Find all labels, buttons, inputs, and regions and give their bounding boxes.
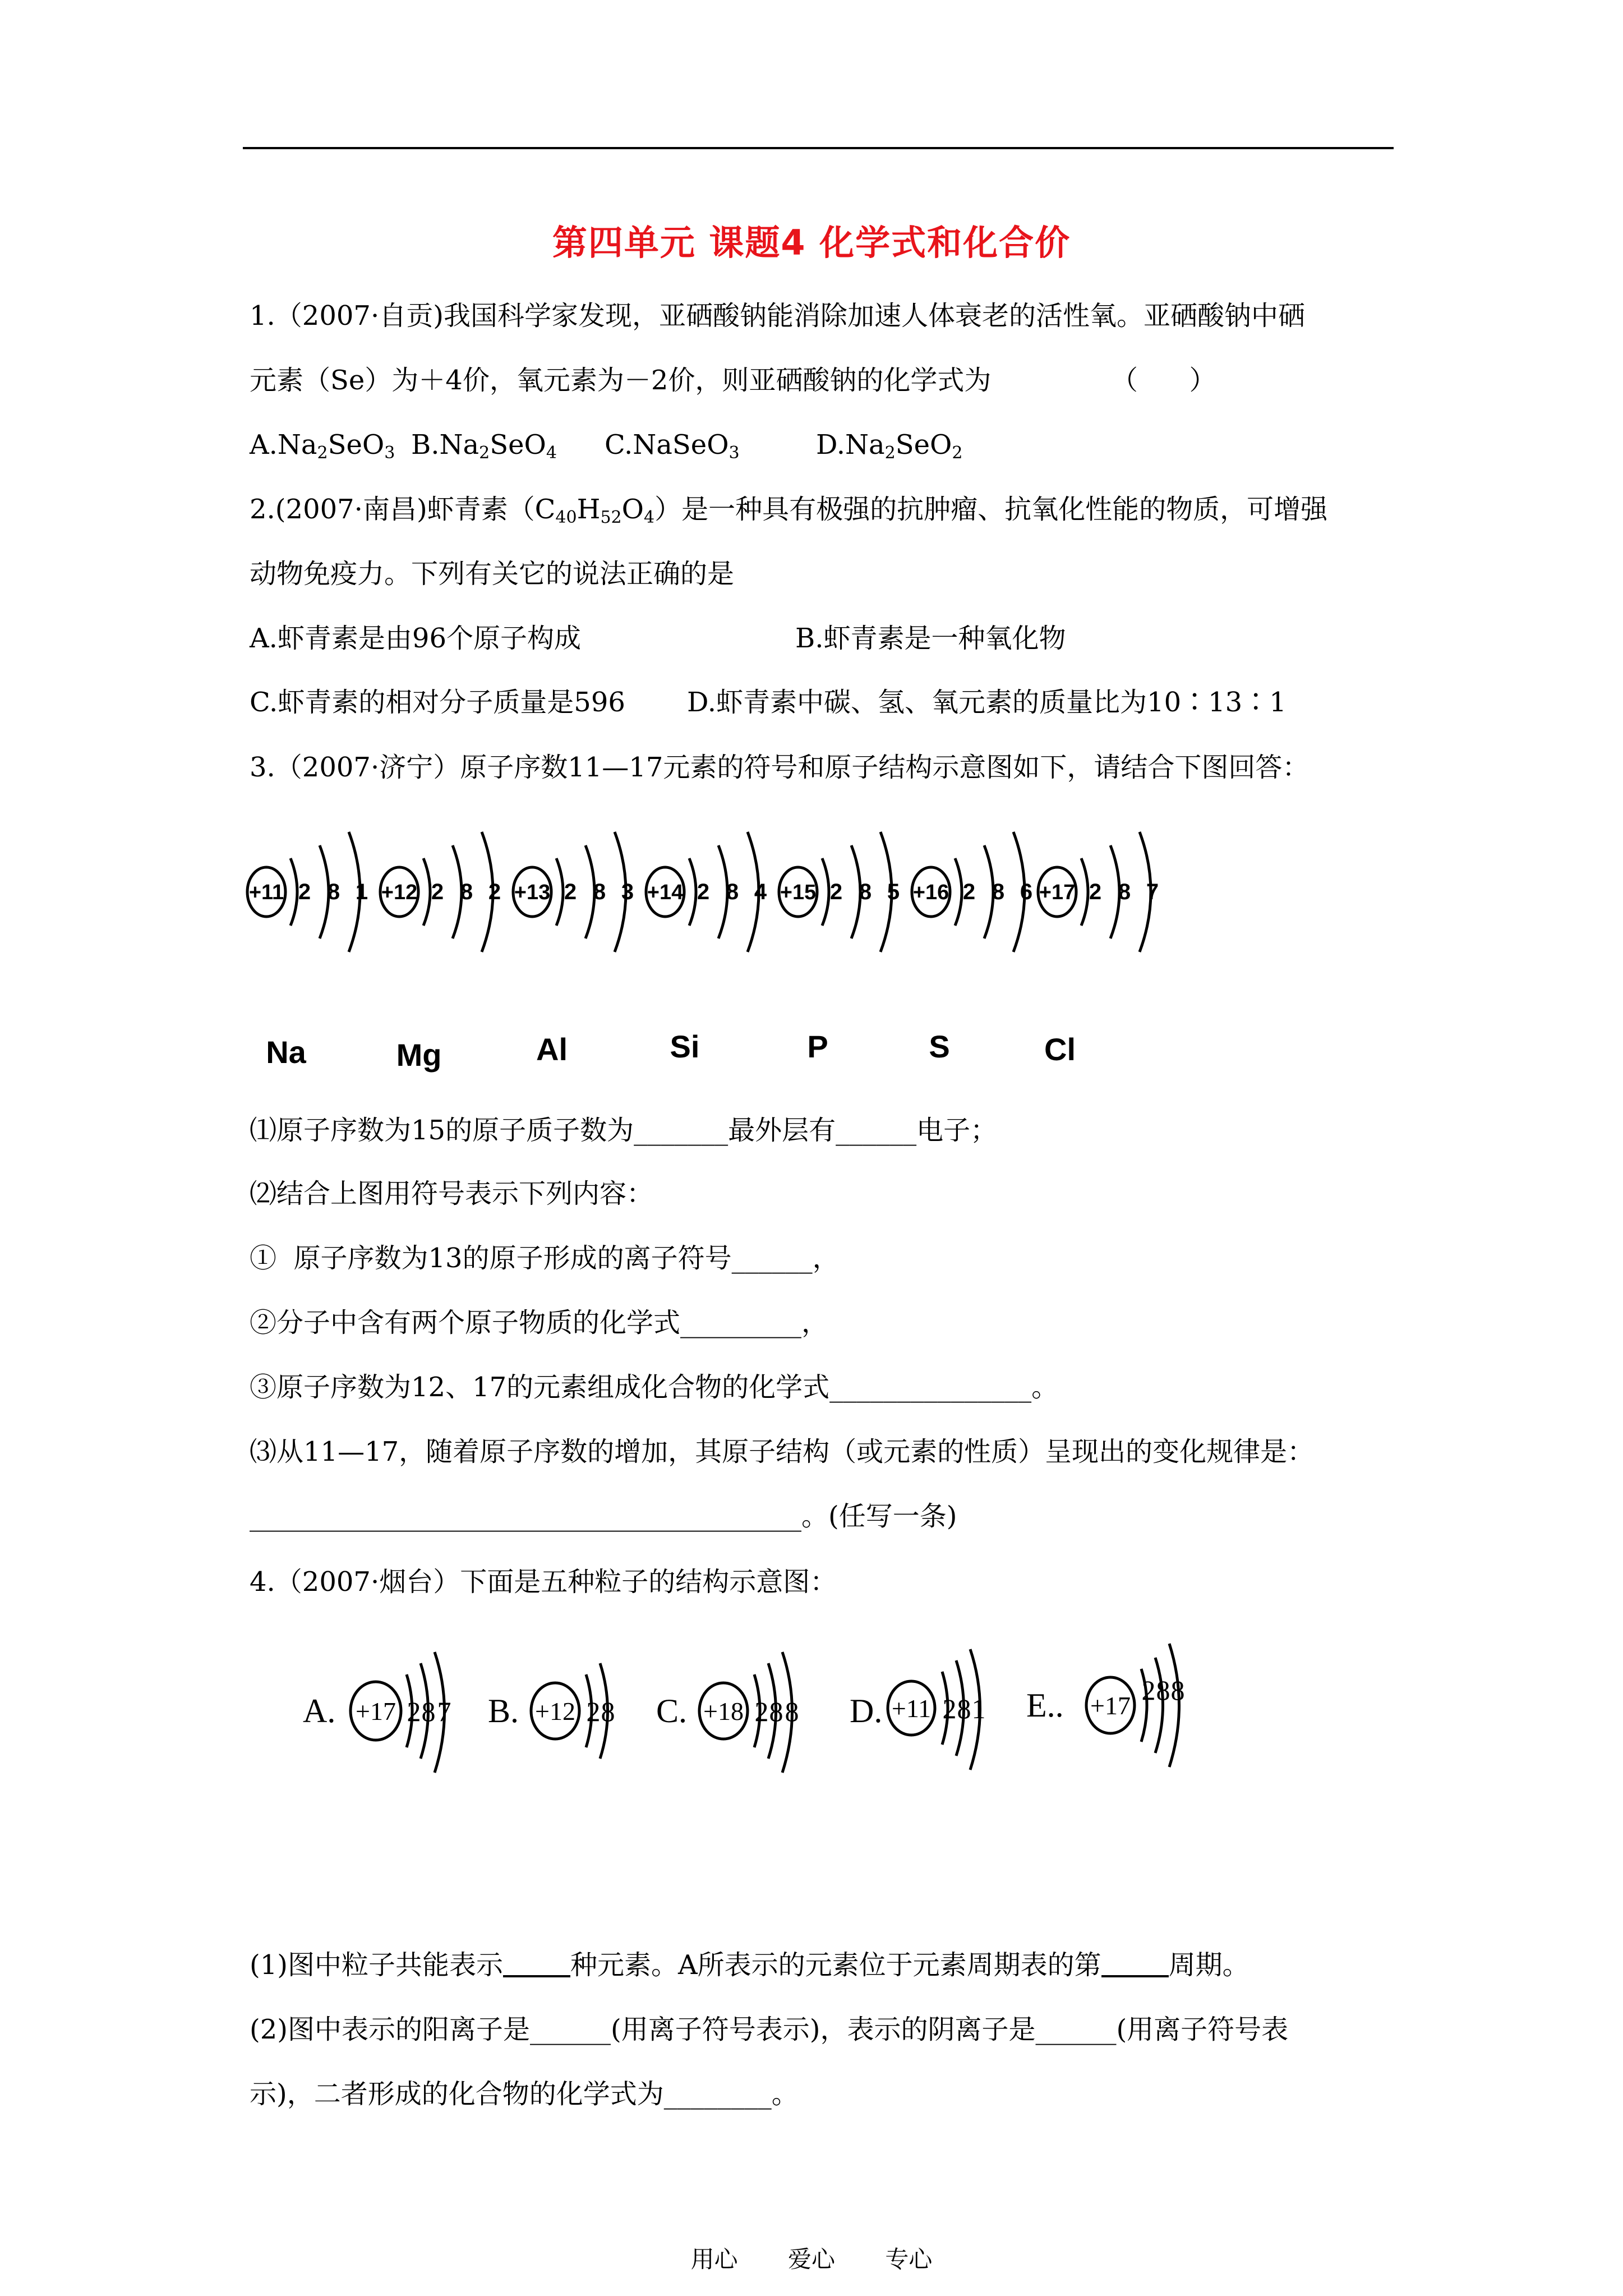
atom-mg — [380, 832, 501, 1073]
svg-text:Cl: Cl — [1044, 1032, 1076, 1067]
svg-text:Mg: Mg — [396, 1037, 442, 1073]
q3-part3: ⑶从11—17，随着原子序数的增加，其原子结构（或元素的性质）呈现出的变化规律是： — [250, 1436, 1315, 1467]
atom-p — [779, 832, 900, 1064]
particle-b — [488, 1663, 615, 1759]
particle-d — [850, 1649, 986, 1770]
svg-text:8: 8 — [785, 1696, 799, 1727]
svg-text:3: 3 — [621, 880, 634, 904]
q4-particle-diagram — [303, 1604, 1256, 1818]
svg-text:Na: Na — [266, 1034, 306, 1070]
svg-text:8: 8 — [992, 880, 1005, 904]
q3-part2: ⑵结合上图用符号表示下列内容： — [250, 1178, 654, 1209]
svg-text:+18: +18 — [703, 1697, 744, 1726]
page-title: 第四单元 课题4 化学式和化合价 — [552, 222, 1071, 263]
q1-line2: 元素（Se）为＋4价，氧元素为－2价，则亚硒酸钠的化学式为 （ ） — [250, 365, 1216, 396]
svg-text:+14: +14 — [647, 881, 684, 904]
atom-na — [247, 832, 368, 1070]
svg-text:8: 8 — [1156, 1674, 1170, 1706]
svg-text:2: 2 — [407, 1696, 421, 1727]
svg-text:7: 7 — [437, 1696, 451, 1727]
svg-text:1: 1 — [355, 880, 368, 904]
particle-c — [656, 1652, 799, 1773]
svg-text:Si: Si — [670, 1029, 700, 1064]
q3-part2-c: ③原子序数为12、17的元素组成化合物的化学式_______________。 — [250, 1372, 1059, 1403]
svg-text:D.: D. — [850, 1692, 883, 1729]
q3-intro: 3.（2007·济宁）原子序数11—17元素的符号和原子结构示意图如下，请结合下图回答： — [250, 752, 1310, 783]
page-footer — [0, 2241, 1623, 2275]
svg-text:2: 2 — [1141, 1674, 1156, 1706]
svg-text:1: 1 — [971, 1693, 986, 1724]
q1-option-d: $D.Na_2SeO_2$ — [816, 429, 963, 463]
footer-text-3: 专心 — [885, 2246, 933, 2273]
atom-s — [912, 832, 1032, 1064]
q2-line1: 2.(2007·南昌)虾青素$(C_{40}H_{52}O_4)$是一种具有极强的抗肿瘤、抗氧化性能的物质，可增强 — [250, 494, 1328, 527]
svg-text:2: 2 — [829, 880, 843, 904]
svg-text:+12: +12 — [381, 881, 418, 904]
svg-text:2: 2 — [942, 1693, 957, 1724]
svg-text:8: 8 — [859, 880, 872, 904]
q2-option-a: A.虾青素是由96个原子构成 — [250, 623, 582, 654]
svg-text:A.: A. — [303, 1692, 336, 1729]
q1-option-b: $B.Na_2SeO_4$ — [411, 429, 557, 463]
q3-part3-blank: _________________________________________。(任写一条) — [250, 1501, 957, 1532]
atom-si — [646, 832, 767, 1064]
svg-text:2: 2 — [1089, 880, 1102, 904]
svg-text:+17: +17 — [1090, 1691, 1131, 1720]
svg-text:2: 2 — [754, 1696, 769, 1727]
q1-line1: 1.（2007·自贡)我国科学家发现，亚硒酸钠能消除加速人体衰老的活性氧。亚硒酸钠中硒 — [250, 300, 1305, 332]
svg-text:4: 4 — [754, 880, 767, 904]
particle-e — [1026, 1644, 1185, 1767]
svg-text:+17: +17 — [356, 1697, 396, 1726]
svg-text:2: 2 — [298, 880, 311, 904]
particle-a — [303, 1652, 451, 1773]
q4-part2-line1: (2)图中表示的阳离子是______(用离子符号表示)，表示的阴离子是______(用离子符号表 — [250, 2014, 1289, 2045]
svg-text:2: 2 — [697, 880, 710, 904]
q2-option-c: C.虾青素的相对分子质量是596 — [250, 687, 625, 718]
q3-part1: ⑴原子序数为15的原子质子数为_______最外层有______电子； — [250, 1115, 998, 1146]
svg-text:8: 8 — [601, 1696, 615, 1727]
q2-option-d: D.虾青素中碳、氢、氧元素的质量比为10∶13∶1 — [687, 687, 1287, 718]
svg-text:2: 2 — [488, 880, 501, 904]
svg-text:+17: +17 — [1039, 881, 1076, 904]
svg-text:+16: +16 — [912, 881, 949, 904]
svg-text:B.: B. — [488, 1692, 519, 1729]
q1-option-c: C.NaSeO$_3$ — [605, 429, 740, 463]
q4-part1: (1)图中粒子共能表示 种元素。A所表示的元素位于元素周期表的第 周期。 — [250, 1949, 1249, 1981]
svg-text:C.: C. — [656, 1692, 688, 1729]
svg-text:8: 8 — [1118, 880, 1131, 904]
q3-part2-a: ① 原子序数为13的原子形成的离子符号______， — [250, 1243, 840, 1274]
q1-option-a: $A.Na_2SeO_3$ — [250, 429, 395, 463]
q2-option-b: B.虾青素是一种氧化物 — [795, 623, 1066, 654]
atom-al — [513, 832, 634, 1067]
svg-text:8: 8 — [726, 880, 739, 904]
svg-text:P: P — [807, 1029, 828, 1064]
svg-text:5: 5 — [887, 880, 900, 904]
footer-text-1: 用心 — [690, 2246, 738, 2273]
svg-text:2: 2 — [431, 880, 444, 904]
q3-part2-b: ②分子中含有两个原子物质的化学式_________， — [250, 1307, 829, 1338]
svg-text:+11: +11 — [248, 881, 284, 904]
svg-text:7: 7 — [1146, 880, 1159, 904]
svg-text:8: 8 — [327, 880, 340, 904]
svg-text:Al: Al — [536, 1032, 568, 1067]
q4-part2-line2: 示)，二者形成的化合物的化学式为________。 — [250, 2078, 799, 2110]
svg-text:2: 2 — [586, 1696, 601, 1727]
svg-text:6: 6 — [1020, 880, 1033, 904]
svg-text:E..: E.. — [1026, 1687, 1064, 1724]
atom-cl — [1038, 832, 1159, 1067]
svg-text:2: 2 — [962, 880, 976, 904]
svg-text:+13: +13 — [514, 881, 551, 904]
q4-intro: 4.（2007·烟台）下面是五种粒子的结构示意图： — [250, 1566, 837, 1598]
svg-text:+15: +15 — [780, 881, 817, 904]
svg-text:S: S — [929, 1029, 950, 1064]
q3-atom-diagram — [241, 805, 1161, 1080]
svg-text:+11: +11 — [891, 1694, 932, 1723]
svg-text:8: 8 — [769, 1696, 783, 1727]
q2-line2: 动物免疫力。下列有关它的说法正确的是 — [250, 558, 735, 590]
svg-text:+12: +12 — [535, 1697, 575, 1726]
svg-text:8: 8 — [593, 880, 606, 904]
svg-text:2: 2 — [564, 880, 577, 904]
footer-text-2: 爱心 — [787, 2246, 835, 2273]
svg-text:8: 8 — [957, 1693, 971, 1724]
svg-text:8: 8 — [460, 880, 473, 904]
header-rule — [243, 147, 1394, 149]
svg-text:8: 8 — [421, 1696, 436, 1727]
svg-text:8: 8 — [1170, 1674, 1185, 1706]
